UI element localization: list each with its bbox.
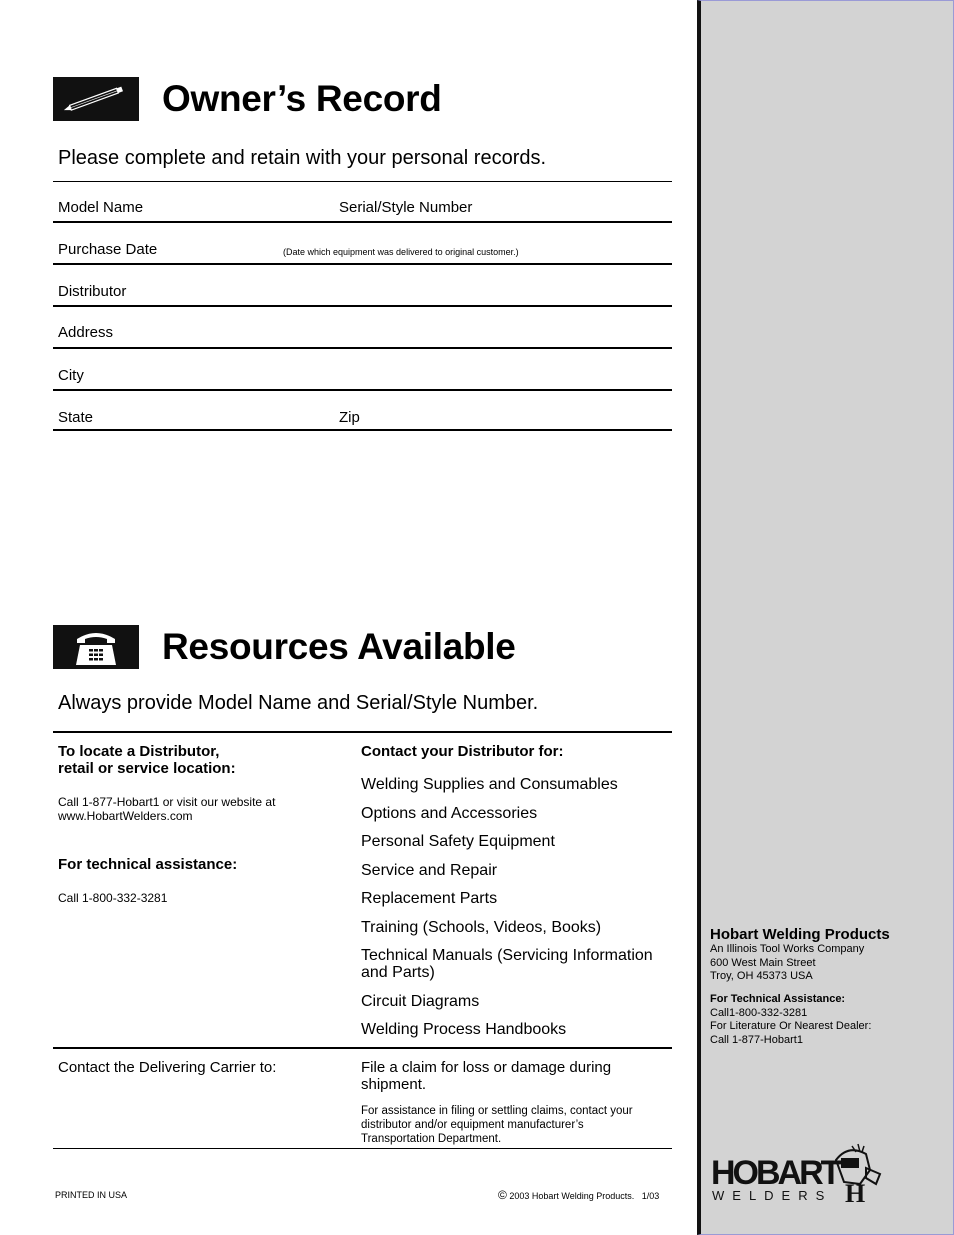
copyright: © 2003 Hobart Welding Products. 1/03 bbox=[498, 1188, 660, 1202]
resources-intro: Always provide Model Name and Serial/Style Number. bbox=[58, 692, 539, 714]
contact-heading: Contact your Distributor for: bbox=[361, 743, 564, 760]
logo-mark: H bbox=[845, 1179, 866, 1204]
purchase-date-line bbox=[53, 263, 672, 265]
carrier-label: Contact the Delivering Carrier to: bbox=[58, 1059, 277, 1076]
tech-heading: For technical assistance: bbox=[58, 856, 238, 873]
locate-text: Call 1-877-Hobart1 or visit our website at www.HobartWelders.com bbox=[58, 795, 276, 823]
logo-word: HOBART bbox=[711, 1154, 839, 1192]
address-label: Address bbox=[58, 324, 114, 341]
model-name-label: Model Name bbox=[58, 199, 144, 216]
city-line bbox=[53, 389, 672, 391]
contact-list bbox=[361, 776, 661, 1050]
tech-phone: Call 1-800-332-3281 bbox=[58, 891, 168, 905]
contact-list-item: Circuit Diagrams bbox=[361, 992, 480, 1010]
serial-number-label: Serial/Style Number bbox=[339, 199, 473, 216]
distributor-line bbox=[53, 305, 672, 307]
address-line bbox=[53, 347, 672, 349]
carrier-claim: File a claim for loss or damage during shipment. bbox=[361, 1059, 612, 1093]
city-label: City bbox=[58, 367, 84, 384]
divider bbox=[53, 731, 672, 733]
owners-record-title: Owner’s Record bbox=[162, 78, 442, 119]
company-name: Hobart Welding Products bbox=[710, 926, 890, 943]
sidebar bbox=[697, 0, 954, 1235]
distributor-label: Distributor bbox=[58, 283, 127, 300]
state-label: State bbox=[58, 409, 94, 426]
purchase-date-label: Purchase Date bbox=[58, 241, 158, 258]
contact-list-item: Options and Accessories bbox=[361, 804, 538, 822]
logo-sub: WELDERS bbox=[712, 1188, 833, 1203]
contact-list-item: Welding Supplies and Consumables bbox=[361, 776, 618, 793]
hobart-logo bbox=[708, 1140, 888, 1209]
zip-label: Zip bbox=[339, 409, 360, 426]
divider bbox=[53, 1047, 672, 1049]
contact-list-item: Technical Manuals (Servicing Information and Parts) bbox=[361, 947, 653, 981]
owners-record-intro: Please complete and retain with your personal records. bbox=[58, 147, 547, 169]
company-contact: For Technical Assistance: Call1-800-332-3281 For Literature Or Nearest Dealer: Call 1-877-Hobart1 bbox=[710, 993, 872, 1046]
carrier-note: For assistance in filing or settling claims, contact your distributor and/or equipment manufacturer’s Transportation Department. bbox=[361, 1105, 633, 1145]
printed-in-usa: PRINTED IN USA bbox=[55, 1190, 128, 1200]
purchase-date-note: (Date which equipment was delivered to original customer.) bbox=[283, 247, 519, 257]
company-address: An Illinois Tool Works Company 600 West Main Street Troy, OH 45373 USA bbox=[710, 943, 865, 982]
divider bbox=[53, 1148, 672, 1149]
divider bbox=[53, 181, 672, 182]
state-line bbox=[53, 429, 672, 431]
contact-list-item: Personal Safety Equipment bbox=[361, 833, 555, 850]
contact-list-item: Welding Process Handbooks bbox=[361, 1021, 567, 1038]
contact-list-item: Training (Schools, Videos, Books) bbox=[361, 918, 602, 936]
resources-title: Resources Available bbox=[162, 626, 516, 667]
telephone-icon bbox=[53, 625, 139, 669]
contact-list-item: Service and Repair bbox=[361, 861, 498, 879]
pencil-icon bbox=[53, 77, 139, 121]
welder-mascot-icon bbox=[836, 1144, 880, 1184]
contact-list-item: Replacement Parts bbox=[361, 890, 498, 907]
locate-heading: To locate a Distributor, retail or service location: bbox=[58, 743, 236, 777]
model-name-line bbox=[53, 221, 672, 223]
